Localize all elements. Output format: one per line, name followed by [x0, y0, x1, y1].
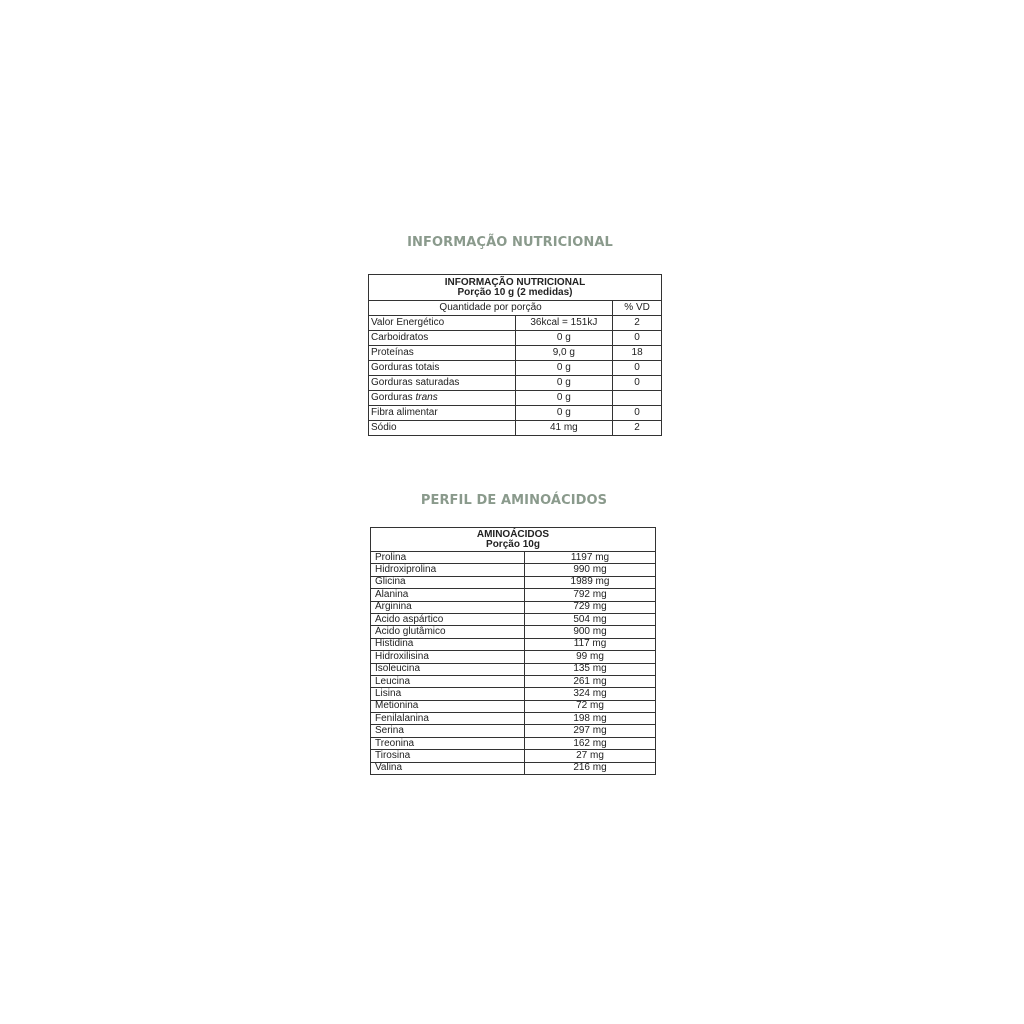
nutrition-vd-cell	[613, 391, 662, 406]
amino-name-cell: Hidroxiprolina	[371, 564, 525, 576]
amino-value-cell: 261 mg	[525, 675, 656, 687]
table-row	[371, 750, 656, 762]
amino-value-cell: 324 mg	[525, 688, 656, 700]
amino-value-cell: 900 mg	[525, 626, 656, 638]
table-row	[369, 421, 662, 436]
amino-name-cell: Isoleucina	[371, 663, 525, 675]
amino-name-cell: Histidina	[371, 638, 525, 650]
table-row	[371, 762, 656, 774]
amino-value-cell: 1197 mg	[525, 552, 656, 564]
nutrition-qty-cell: 0 g	[515, 331, 613, 346]
table-row	[371, 700, 656, 712]
amino-name-cell: Alanina	[371, 589, 525, 601]
nutrition-vd-cell: 18	[613, 346, 662, 361]
table-row	[369, 346, 662, 361]
table-row	[371, 725, 656, 737]
amino-value-cell: 1989 mg	[525, 576, 656, 588]
nutrition-vd-cell: 0	[613, 376, 662, 391]
table-row	[371, 737, 656, 749]
amino-name-cell: Glicina	[371, 576, 525, 588]
amino-name-cell: Lisina	[371, 688, 525, 700]
amino-name-cell: Metionina	[371, 700, 525, 712]
nutrition-vd-cell: 0	[613, 406, 662, 421]
nutrition-qty-cell: 0 g	[515, 391, 613, 406]
table-row	[371, 552, 656, 564]
amino-section-title: PERFIL DE AMINOÁCIDOS	[420, 493, 608, 508]
amino-value-cell: 729 mg	[525, 601, 656, 613]
table-row	[371, 613, 656, 625]
nutrition-table	[368, 274, 662, 436]
nutrition-name-cell: Gorduras saturadas	[369, 376, 516, 391]
nutrition-section-title: INFORMAÇÃO NUTRICIONAL	[407, 235, 613, 250]
amino-name-cell: Hidroxilisina	[371, 651, 525, 663]
amino-value-cell: 216 mg	[525, 762, 656, 774]
amino-table-title: AMINOÁCIDOS	[476, 529, 550, 540]
nutrition-column-header	[369, 301, 662, 316]
nutrition-serving: Porção 10 g (2 medidas)	[457, 287, 573, 298]
nutrition-qty-cell: 0 g	[515, 406, 613, 421]
amino-name-cell: Treonina	[371, 737, 525, 749]
nutrition-vd-cell: 0	[613, 331, 662, 346]
amino-value-cell: 72 mg	[525, 700, 656, 712]
table-row	[369, 406, 662, 421]
table-row	[369, 391, 662, 406]
table-row	[371, 713, 656, 725]
nutrition-qty-cell: 0 g	[515, 376, 613, 391]
amino-table-header	[371, 528, 656, 552]
nutrition-qty-cell: 9,0 g	[515, 346, 613, 361]
nutrition-qty-cell: 36kcal = 151kJ	[515, 316, 613, 331]
amino-table-title-cell	[371, 528, 656, 552]
amino-value-cell: 198 mg	[525, 713, 656, 725]
col-vd-header: % VD	[613, 301, 662, 316]
amino-name-cell: Leucina	[371, 675, 525, 687]
nutrition-vd-cell: 2	[613, 421, 662, 436]
nutrition-name-cell: Fibra alimentar	[369, 406, 516, 421]
nutrition-table-title-cell	[369, 275, 662, 301]
amino-value-cell: 504 mg	[525, 613, 656, 625]
amino-name-cell: Fenilalanina	[371, 713, 525, 725]
amino-value-cell: 27 mg	[525, 750, 656, 762]
amino-value-cell: 117 mg	[525, 638, 656, 650]
amino-value-cell: 297 mg	[525, 725, 656, 737]
nutrition-qty-cell: 0 g	[515, 361, 613, 376]
table-row	[371, 663, 656, 675]
table-row	[371, 576, 656, 588]
nutrition-vd-cell: 2	[613, 316, 662, 331]
table-row	[371, 564, 656, 576]
amino-serving: Porção 10g	[486, 539, 540, 550]
table-row	[371, 675, 656, 687]
table-row	[371, 688, 656, 700]
nutrition-table-title: INFORMAÇÃO NUTRICIONAL	[444, 277, 586, 288]
amino-value-cell: 990 mg	[525, 564, 656, 576]
amino-name-cell: Ácido aspártico	[371, 613, 525, 625]
nutrition-vd-cell: 0	[613, 361, 662, 376]
table-row	[371, 651, 656, 663]
amino-value-cell: 99 mg	[525, 651, 656, 663]
nutrition-name-cell: Proteínas	[369, 346, 516, 361]
amino-value-cell: 162 mg	[525, 737, 656, 749]
nutrition-name-cell: Carboidratos	[369, 331, 516, 346]
amino-name-cell: Arginina	[371, 601, 525, 613]
amino-value-cell: 135 mg	[525, 663, 656, 675]
amino-rows	[371, 552, 656, 775]
amino-name-cell: Serina	[371, 725, 525, 737]
table-row	[371, 601, 656, 613]
nutrition-rows	[369, 316, 662, 436]
amino-table	[370, 527, 656, 775]
nutrition-name-cell: Gorduras totais	[369, 361, 516, 376]
amino-name-cell: Tirosina	[371, 750, 525, 762]
table-row	[371, 638, 656, 650]
nutrition-table-header	[369, 275, 662, 301]
nutrition-name-cell: Valor Energético	[369, 316, 516, 331]
table-row	[369, 376, 662, 391]
col-qty-header: Quantidade por porção	[369, 301, 613, 316]
nutrition-name-cell: Gorduras trans	[369, 391, 516, 406]
table-row	[371, 626, 656, 638]
amino-name-cell: Valina	[371, 762, 525, 774]
amino-name-cell: Ácido glutâmico	[371, 626, 525, 638]
nutrition-name-cell: Sódio	[369, 421, 516, 436]
nutrition-qty-cell: 41 mg	[515, 421, 613, 436]
table-row	[369, 331, 662, 346]
table-row	[369, 316, 662, 331]
amino-value-cell: 792 mg	[525, 589, 656, 601]
table-row	[369, 361, 662, 376]
amino-name-cell: Prolina	[371, 552, 525, 564]
table-row	[371, 589, 656, 601]
